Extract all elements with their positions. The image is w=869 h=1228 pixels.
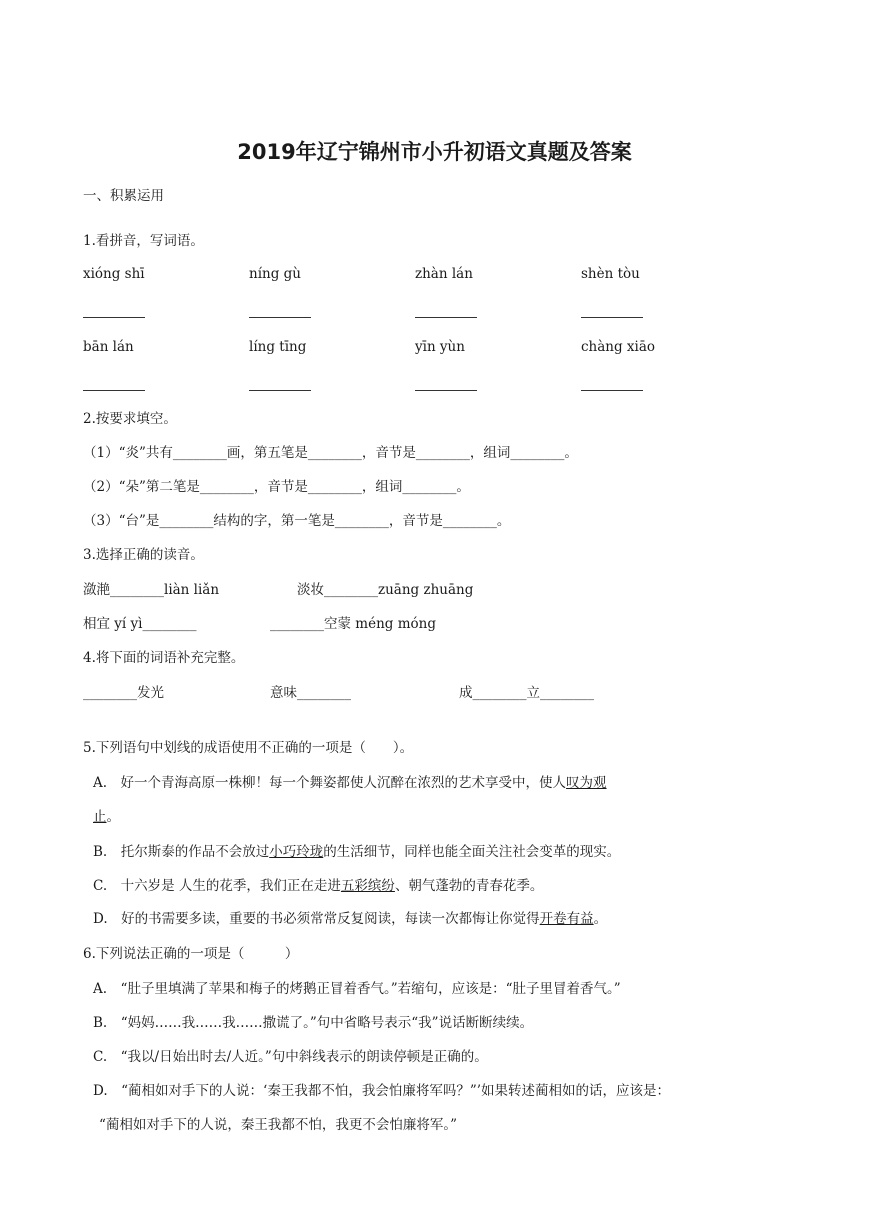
question-4-item: 成________立________ [459, 685, 594, 701]
question-3-item: 潋滟________liàn liǎn [83, 582, 220, 598]
option-a-continued [93, 808, 120, 826]
question-5-heading: 5.下列语句中划线的成语使用不正确的一项是（ ）。 [83, 740, 414, 756]
underlined-idiom: 叹为观 [566, 775, 607, 791]
question-4-heading: 4.将下面的词语补充完整。 [83, 650, 245, 666]
question-3-item: 相宜 yí yì________ [83, 616, 197, 632]
pinyin-item: chàng xiāo [581, 339, 656, 355]
underlined-idiom: 止 [93, 809, 107, 825]
question-1-heading: 1.看拼音，写词语。 [83, 233, 204, 249]
option-a [93, 774, 607, 792]
pinyin-item: líng tīng [249, 339, 307, 355]
underlined-idiom: 五彩缤纷 [340, 878, 395, 894]
question-6-heading: 6.下列说法正确的一项是（ ） [83, 946, 299, 962]
option-d-continued: “蔺相如对手下的人说，秦王我都不怕，我更不会怕廉将军。” [99, 1117, 458, 1133]
question-3-item: ________空蒙 méng móng [270, 616, 436, 632]
question-2-item: （2）“朵”第二笔是________，音节是________，组词________。 [83, 479, 470, 495]
answer-blank[interactable] [83, 390, 145, 391]
pinyin-item: xióng shī [83, 266, 145, 282]
underlined-idiom: 开卷有益 [539, 911, 594, 927]
answer-blank[interactable] [581, 390, 643, 391]
option-c: C. “我以/日始出时去/人近。”句中斜线表示的朗读停顿是正确的。 [93, 1049, 488, 1065]
option-text: B. 托尔斯泰的作品不会放过 [93, 844, 270, 860]
pinyin-item: níng gù [249, 266, 301, 282]
question-3-heading: 3.选择正确的读音。 [83, 547, 204, 563]
pinyin-item: bān lán [83, 339, 134, 355]
option-b: B. “妈妈……我……我……撒谎了。”句中省略号表示“我”说话断断续续。 [93, 1015, 534, 1031]
pinyin-item: zhàn lán [415, 266, 473, 282]
option-b [93, 843, 620, 861]
option-text: 的生活细节，同样也能全面关注社会变革的现实。 [323, 844, 621, 860]
answer-blank[interactable] [83, 317, 145, 318]
question-4-item: ________发光 [83, 685, 164, 701]
pinyin-item: shèn tòu [581, 266, 640, 282]
option-d [93, 910, 607, 928]
question-4-item: 意味________ [270, 685, 351, 701]
question-3-item: 淡妆________zuāng zhuāng [297, 582, 474, 598]
option-a: A. “肚子里填满了苹果和梅子的烤鹅正冒着香气。”若缩句，应该是：“肚子里冒着香气。” [93, 981, 621, 997]
option-text: A. 好一个青海高原一株柳！每一个舞姿都使人沉醉在浓烈的艺术享受中，使人 [93, 775, 567, 791]
answer-blank[interactable] [415, 390, 477, 391]
answer-blank[interactable] [415, 317, 477, 318]
option-text: 。 [106, 809, 120, 825]
question-2-heading: 2.按要求填空。 [83, 411, 177, 427]
section-heading: 一、积累运用 [83, 188, 164, 204]
option-text: D. 好的书需要多读，重要的书必须常常反复阅读，每读一次都悔让你觉得 [93, 911, 540, 927]
underlined-idiom: 小巧玲珑 [269, 844, 324, 860]
option-text: 。 [593, 911, 608, 927]
page-title: 2019年辽宁锦州市小升初语文真题及答案 [237, 140, 632, 164]
question-2-item: （3）“台”是________结构的字，第一笔是________，音节是________。 [83, 513, 511, 529]
option-text: 、朝气蓬勃的青春花季。 [394, 878, 544, 894]
answer-blank[interactable] [249, 390, 311, 391]
option-d: D. “蔺相如对手下的人说：‘秦王我都不怕，我会怕廉将军吗？”’如果转述蔺相如的话，应该是： [93, 1083, 671, 1099]
option-text: C. 十六岁是 人生的花季，我们正在走进 [93, 878, 341, 894]
answer-blank[interactable] [249, 317, 311, 318]
question-2-item: （1）“炎”共有________画，第五笔是________，音节是________，组词________。 [83, 445, 578, 461]
answer-blank[interactable] [581, 317, 643, 318]
option-c [93, 877, 543, 895]
pinyin-item: yīn yùn [415, 339, 465, 355]
